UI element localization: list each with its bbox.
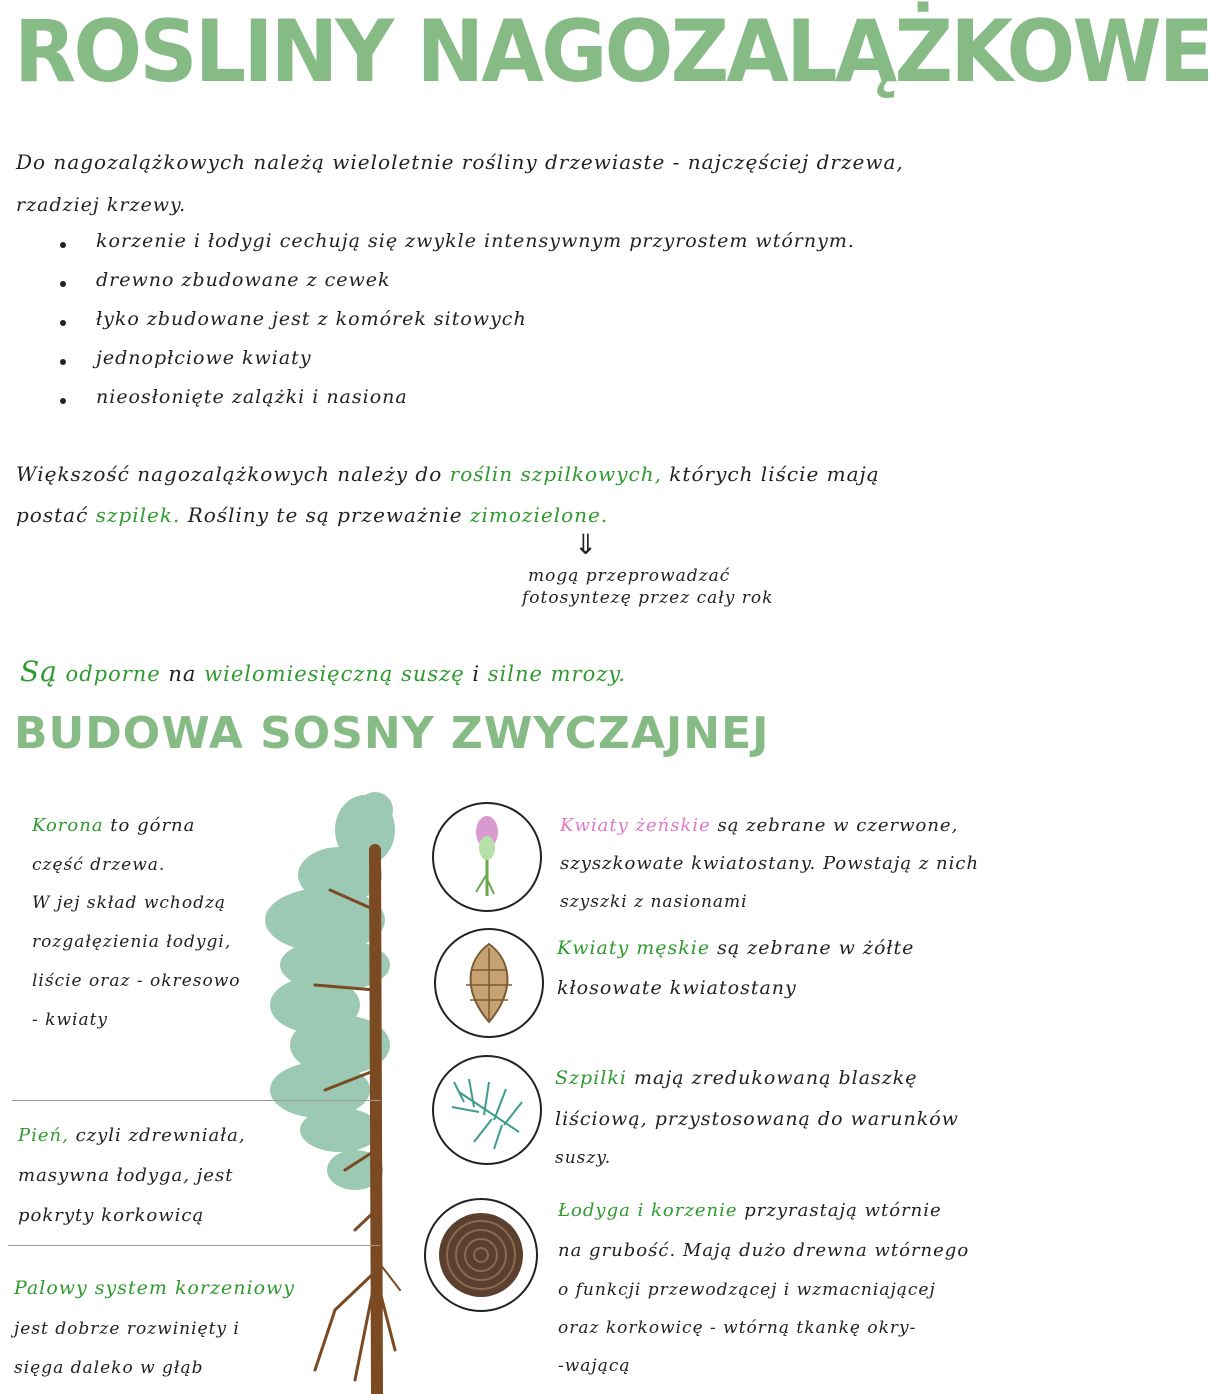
- conifers-line-1: Większość nagozalążkowych należy do roślin szpilkowych, których liście mają: [16, 462, 880, 486]
- resistance-line: Są odporne na wielomiesięczną suszę i silne mrozy.: [20, 655, 627, 688]
- list-item: nieosłonięte zalążki i nasiona: [96, 386, 408, 408]
- male-line-1: Kwiaty męskie są zebrane w żółte: [557, 937, 915, 959]
- female-line-1: Kwiaty żeńskie są zebrane w czerwone,: [560, 815, 959, 836]
- trunk-line-1: Pień, czyli zdrewniała,: [18, 1125, 246, 1146]
- stem-line-4: oraz korkowicę - wtórną tkankę okry-: [558, 1318, 917, 1338]
- list-item: łyko zbudowane jest z komórek sitowych: [96, 308, 527, 330]
- section-title: BUDOWA SOSNY ZWYCZAJNEJ: [14, 708, 770, 759]
- needles-icon: [434, 1057, 540, 1163]
- root-title: Palowy system korzeniowy: [14, 1277, 296, 1299]
- crown-line-2: część drzewa.: [32, 855, 166, 875]
- divider: [12, 1100, 380, 1101]
- male-flower-image: [434, 928, 544, 1038]
- stem-line-3: o funkcji przewodzącej i wzmacniającej: [558, 1280, 936, 1300]
- list-item: drewno zbudowane z cewek: [96, 269, 391, 291]
- bullet-dot: [60, 281, 66, 287]
- root-line-2: sięga daleko w głąb: [14, 1358, 204, 1378]
- male-line-2: kłosowate kwiatostany: [557, 977, 797, 999]
- needles-line-3: suszy.: [555, 1148, 612, 1168]
- stem-line-2: na grubość. Mają dużo drewna wtórnego: [558, 1240, 970, 1261]
- intro-line-1: Do nagozalążkowych należą wieloletnie rośliny drzewiaste - najczęściej drzewa,: [16, 150, 904, 174]
- female-flower-image: [432, 802, 542, 912]
- female-line-3: szyszki z nasionami: [560, 892, 748, 912]
- conifers-line-2: postać szpilek. Rośliny te są przeważnie zimozielone.: [16, 503, 609, 527]
- crown-line-5: liście oraz - okresowo: [32, 971, 241, 991]
- trunk-line-3: pokryty korkowicą: [18, 1205, 205, 1226]
- needles-line-1: Szpilki mają zredukowaną blaszkę: [555, 1067, 918, 1089]
- trunk-line-2: masywna łodyga, jest: [18, 1165, 234, 1186]
- needles-line-2: liściową, przystosowaną do warunków: [555, 1108, 959, 1130]
- crown-line-3: W jej skład wchodzą: [32, 893, 227, 913]
- stem-line-1: Łodyga i korzenie przyrastają wtórnie: [558, 1200, 942, 1221]
- crown-line-6: - kwiaty: [32, 1010, 109, 1030]
- needles-image: [432, 1055, 542, 1165]
- wood-cross-section-image: [424, 1198, 538, 1312]
- bullet-dot: [60, 359, 66, 365]
- note-line-2: fotosyntezę przez cały rok: [522, 588, 774, 608]
- pine-cone-icon: [436, 930, 542, 1036]
- bullet-dot: [60, 242, 66, 248]
- divider: [8, 1245, 380, 1246]
- female-flower-icon: [434, 804, 540, 910]
- note-line-1: mogą przeprowadzać: [528, 566, 731, 586]
- down-arrow-icon: ⇓: [574, 528, 598, 561]
- pine-tree-illustration: [255, 790, 405, 1394]
- female-line-2: szyszkowate kwiatostany. Powstają z nich: [560, 853, 980, 874]
- bullet-dot: [60, 320, 66, 326]
- crown-line-4: rozgałęzienia łodygi,: [32, 932, 232, 952]
- stem-line-5: -wającą: [558, 1356, 631, 1376]
- crown-line-1: Korona to górna: [32, 815, 196, 836]
- list-item: jednopłciowe kwiaty: [96, 347, 312, 369]
- list-item: korzenie i łodygi cechują się zwykle intensywnym przyrostem wtórnym.: [96, 230, 855, 252]
- tree-rings-icon: [426, 1200, 536, 1310]
- intro-line-2: rzadziej krzewy.: [16, 194, 187, 216]
- bullet-dot: [60, 398, 66, 404]
- root-line-1: jest dobrze rozwinięty i: [14, 1319, 240, 1339]
- page-title: ROSLINY NAGOZALĄŻKOWE: [14, 2, 1211, 102]
